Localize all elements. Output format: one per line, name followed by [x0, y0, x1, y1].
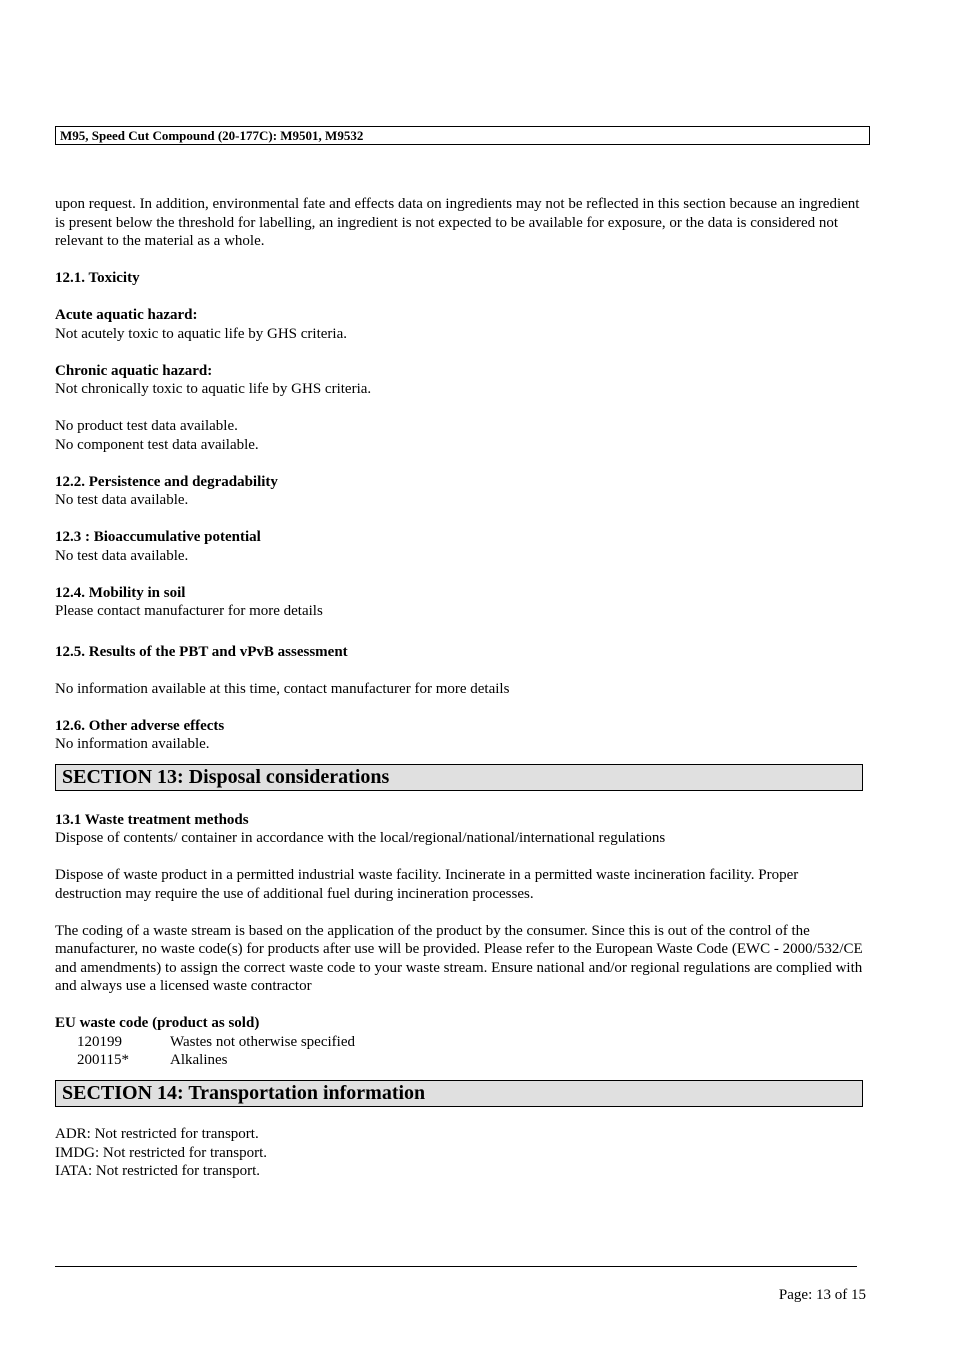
waste-code-row: [55, 1051, 867, 1070]
imdg-text: IMDG: Not restricted for transport.: [55, 1144, 268, 1161]
mobility-text: Please contact manufacturer for more details: [55, 603, 323, 619]
page-number: Page: 13 of 15: [778, 1287, 866, 1303]
chronic-hazard-text: Not chronically toxic to aquatic life by GHS criteria.: [55, 381, 372, 397]
waste-coding-paragraph: The coding of a waste stream is based on the application of the product by the consumer. Since this is out of the control of the manufacturer, no waste code(s) for products after use will be provided. Please refer to the European Waste Code (EWC - 2000/532/CE and amendments) to assign the correct waste code to your waste stream. Ensure national and/or regional regulations are complied with and always use a licensed waste contractor: [55, 922, 863, 994]
persistence-heading: 12.2. Persistence and degradability: [55, 473, 278, 490]
waste-description: Alkalines: [170, 1052, 228, 1068]
document-header: M95, Speed Cut Compound (20-177C): M9501, M9532: [55, 126, 870, 145]
waste-description: Wastes not otherwise specified: [170, 1033, 355, 1050]
acute-hazard-text: Not acutely toxic to aquatic life by GHS criteria.: [55, 325, 347, 342]
disposal-paragraph: Dispose of waste product in a permitted industrial waste facility. Incinerate in a permitted waste incineration facility. Proper destruction may require the use of additional fuel during incineration processes.: [55, 867, 799, 902]
section14-heading: SECTION 14: Transportation information: [55, 1080, 863, 1107]
section13-heading: SECTION 13: Disposal considerations: [55, 764, 863, 791]
bioaccumulative-text: No test data available.: [55, 547, 189, 564]
section12-intro: upon request. In addition, environmental fate and effects data on ingredients may not be reflected in this section because an ingredient is present below the threshold for labelling, an ingredient is not expected to be available for exposure, or the data is considered not relevant to the material as a whole.: [55, 196, 860, 249]
pbt-text: No information available at this time, contact manufacturer for more details: [55, 680, 510, 697]
waste-methods-heading: 13.1 Waste treatment methods: [55, 811, 249, 828]
iata-text: IATA: Not restricted for transport.: [55, 1163, 260, 1179]
mobility-heading: 12.4. Mobility in soil: [55, 584, 186, 601]
toxicity-heading: 12.1. Toxicity: [55, 270, 140, 286]
other-effects-text: No information available.: [55, 736, 210, 752]
waste-code: 120199: [77, 1033, 122, 1050]
no-component-data: No component test data available.: [55, 436, 259, 453]
acute-hazard-label: Acute aquatic hazard:: [55, 307, 198, 323]
footer-divider: [55, 1266, 857, 1267]
waste-methods-text: Dispose of contents/ container in accordance with the local/regional/national/international regulations: [55, 830, 666, 846]
document-body: [55, 195, 867, 1181]
persistence-text: No test data available.: [55, 492, 189, 508]
eu-waste-code-heading: EU waste code (product as sold): [55, 1015, 260, 1031]
adr-text: ADR: Not restricted for transport.: [55, 1126, 259, 1142]
waste-code-row: [55, 1033, 867, 1052]
no-product-data: No product test data available.: [55, 418, 238, 434]
other-effects-heading: 12.6. Other adverse effects: [55, 717, 225, 734]
waste-code: 200115*: [77, 1052, 129, 1068]
bioaccumulative-heading: 12.3 : Bioaccumulative potential: [55, 529, 261, 545]
pbt-heading: 12.5. Results of the PBT and vPvB assessment: [55, 643, 348, 660]
chronic-hazard-label: Chronic aquatic hazard:: [55, 362, 213, 379]
